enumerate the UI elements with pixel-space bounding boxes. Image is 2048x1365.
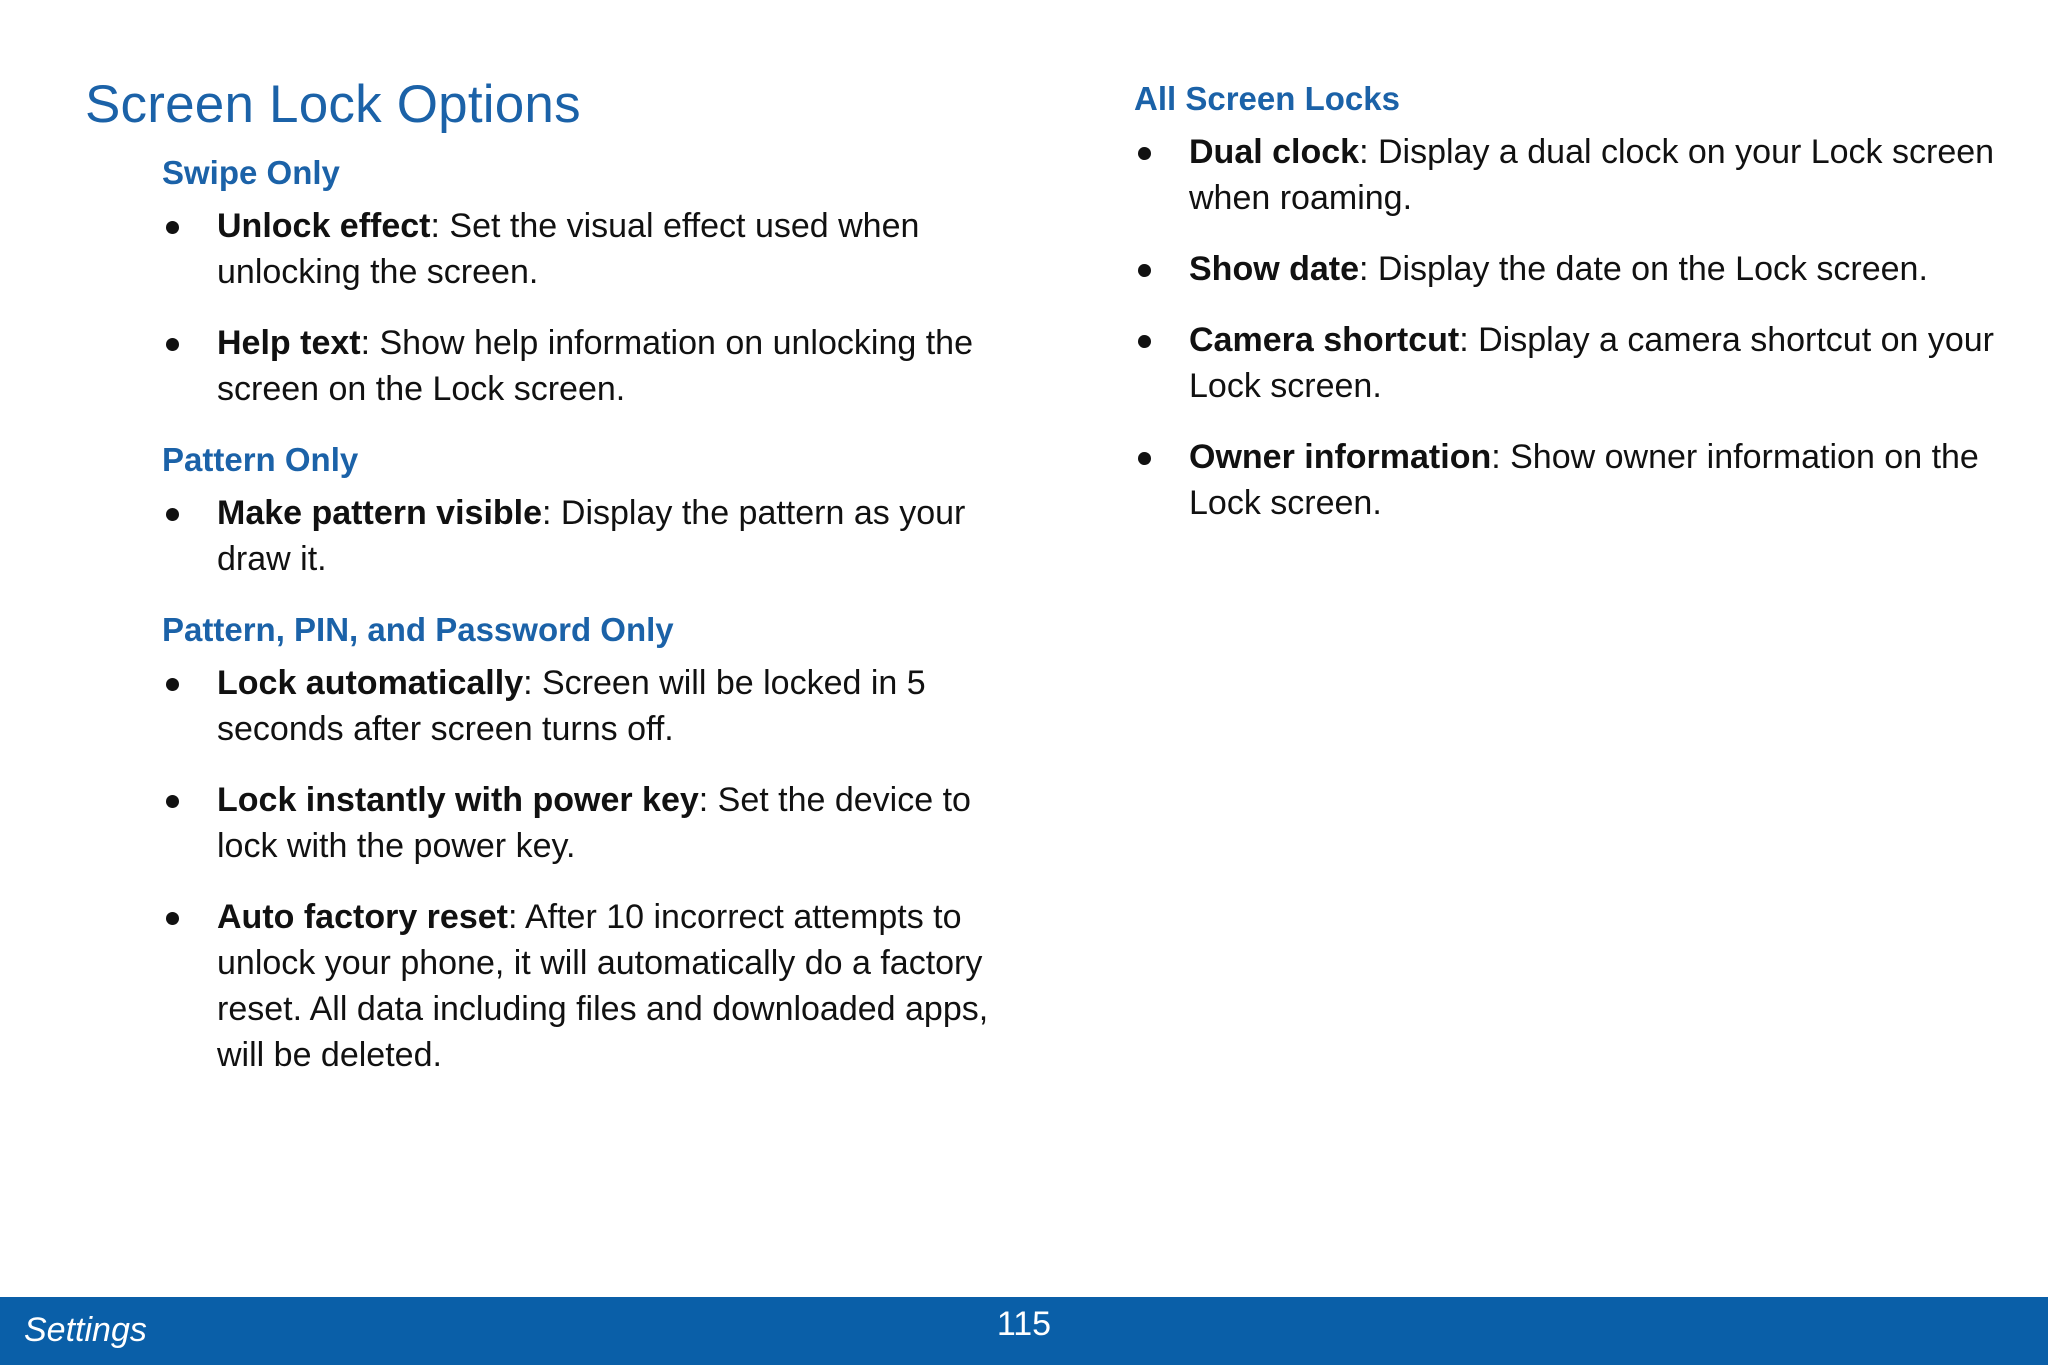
item-description: : Show owner information on the Lock screen.: [1189, 438, 1979, 522]
item-description: : Display the date on the Lock screen.: [1359, 250, 1928, 288]
item-term: Owner information: [1189, 438, 1492, 476]
item-term: Unlock effect: [217, 207, 431, 245]
item-term: Lock automatically: [217, 664, 524, 702]
list-item: [1134, 317, 2004, 409]
pattern-pin-password-list: [162, 660, 1012, 1078]
all-screen-locks-list: [1134, 129, 2004, 526]
item-term: Auto factory reset: [217, 898, 508, 936]
list-item: [162, 777, 1012, 869]
item-description: : Display a camera shortcut on your Lock screen.: [1189, 321, 1994, 405]
item-description: : After 10 incorrect attempts to unlock your phone, it will automatically do a factory reset. All data including files and downloaded apps, will be deleted.: [217, 898, 989, 1074]
list-item: [162, 894, 1012, 1078]
list-item: [162, 660, 1012, 752]
item-description: : Display a dual clock on your Lock screen when roaming.: [1189, 133, 1995, 217]
item-term: Camera shortcut: [1189, 321, 1460, 359]
page-title: Screen Lock Options: [85, 75, 581, 134]
item-description: : Display the pattern as your draw it.: [217, 494, 966, 578]
list-item: [162, 320, 1012, 412]
section-heading-pattern-only: Pattern Only: [162, 441, 359, 478]
item-description: : Screen will be locked in 5 seconds after screen turns off.: [217, 664, 926, 748]
bullet-icon: [166, 508, 179, 521]
bullet-icon: [166, 338, 179, 351]
item-description: : Set the visual effect used when unlocking the screen.: [217, 207, 920, 291]
section-heading-swipe-only: Swipe Only: [162, 154, 340, 191]
bullet-icon: [1138, 264, 1151, 277]
page-number: 115: [996, 1305, 1052, 1343]
item-term: Make pattern visible: [217, 494, 543, 532]
left-column: [162, 150, 1012, 1103]
bullet-icon: [166, 912, 179, 925]
item-term: Dual clock: [1189, 133, 1360, 171]
section-heading-pattern-pin-password: Pattern, PIN, and Password Only: [162, 611, 674, 648]
item-description: : Set the device to lock with the power key.: [217, 781, 971, 865]
bullet-icon: [166, 795, 179, 808]
list-item: [1134, 434, 2004, 526]
list-item: [1134, 129, 2004, 221]
item-term: Lock instantly with power key: [217, 781, 699, 819]
bullet-icon: [1138, 335, 1151, 348]
section-heading-all-screen-locks: All Screen Locks: [1134, 80, 1400, 117]
footer-bar: [0, 1297, 2048, 1365]
item-term: Show date: [1189, 250, 1360, 288]
pattern-only-list: [162, 490, 1012, 582]
list-item: [162, 490, 1012, 582]
bullet-icon: [1138, 147, 1151, 160]
item-description: : Show help information on unlocking the screen on the Lock screen.: [217, 324, 973, 408]
list-item: [1134, 246, 2004, 292]
item-term: Help text: [217, 324, 361, 362]
list-item: [162, 203, 1012, 295]
swipe-only-list: [162, 203, 1012, 412]
bullet-icon: [166, 221, 179, 234]
footer-section-label: Settings: [24, 1311, 147, 1349]
bullet-icon: [1138, 452, 1151, 465]
bullet-icon: [166, 678, 179, 691]
right-column: [1134, 76, 2004, 551]
